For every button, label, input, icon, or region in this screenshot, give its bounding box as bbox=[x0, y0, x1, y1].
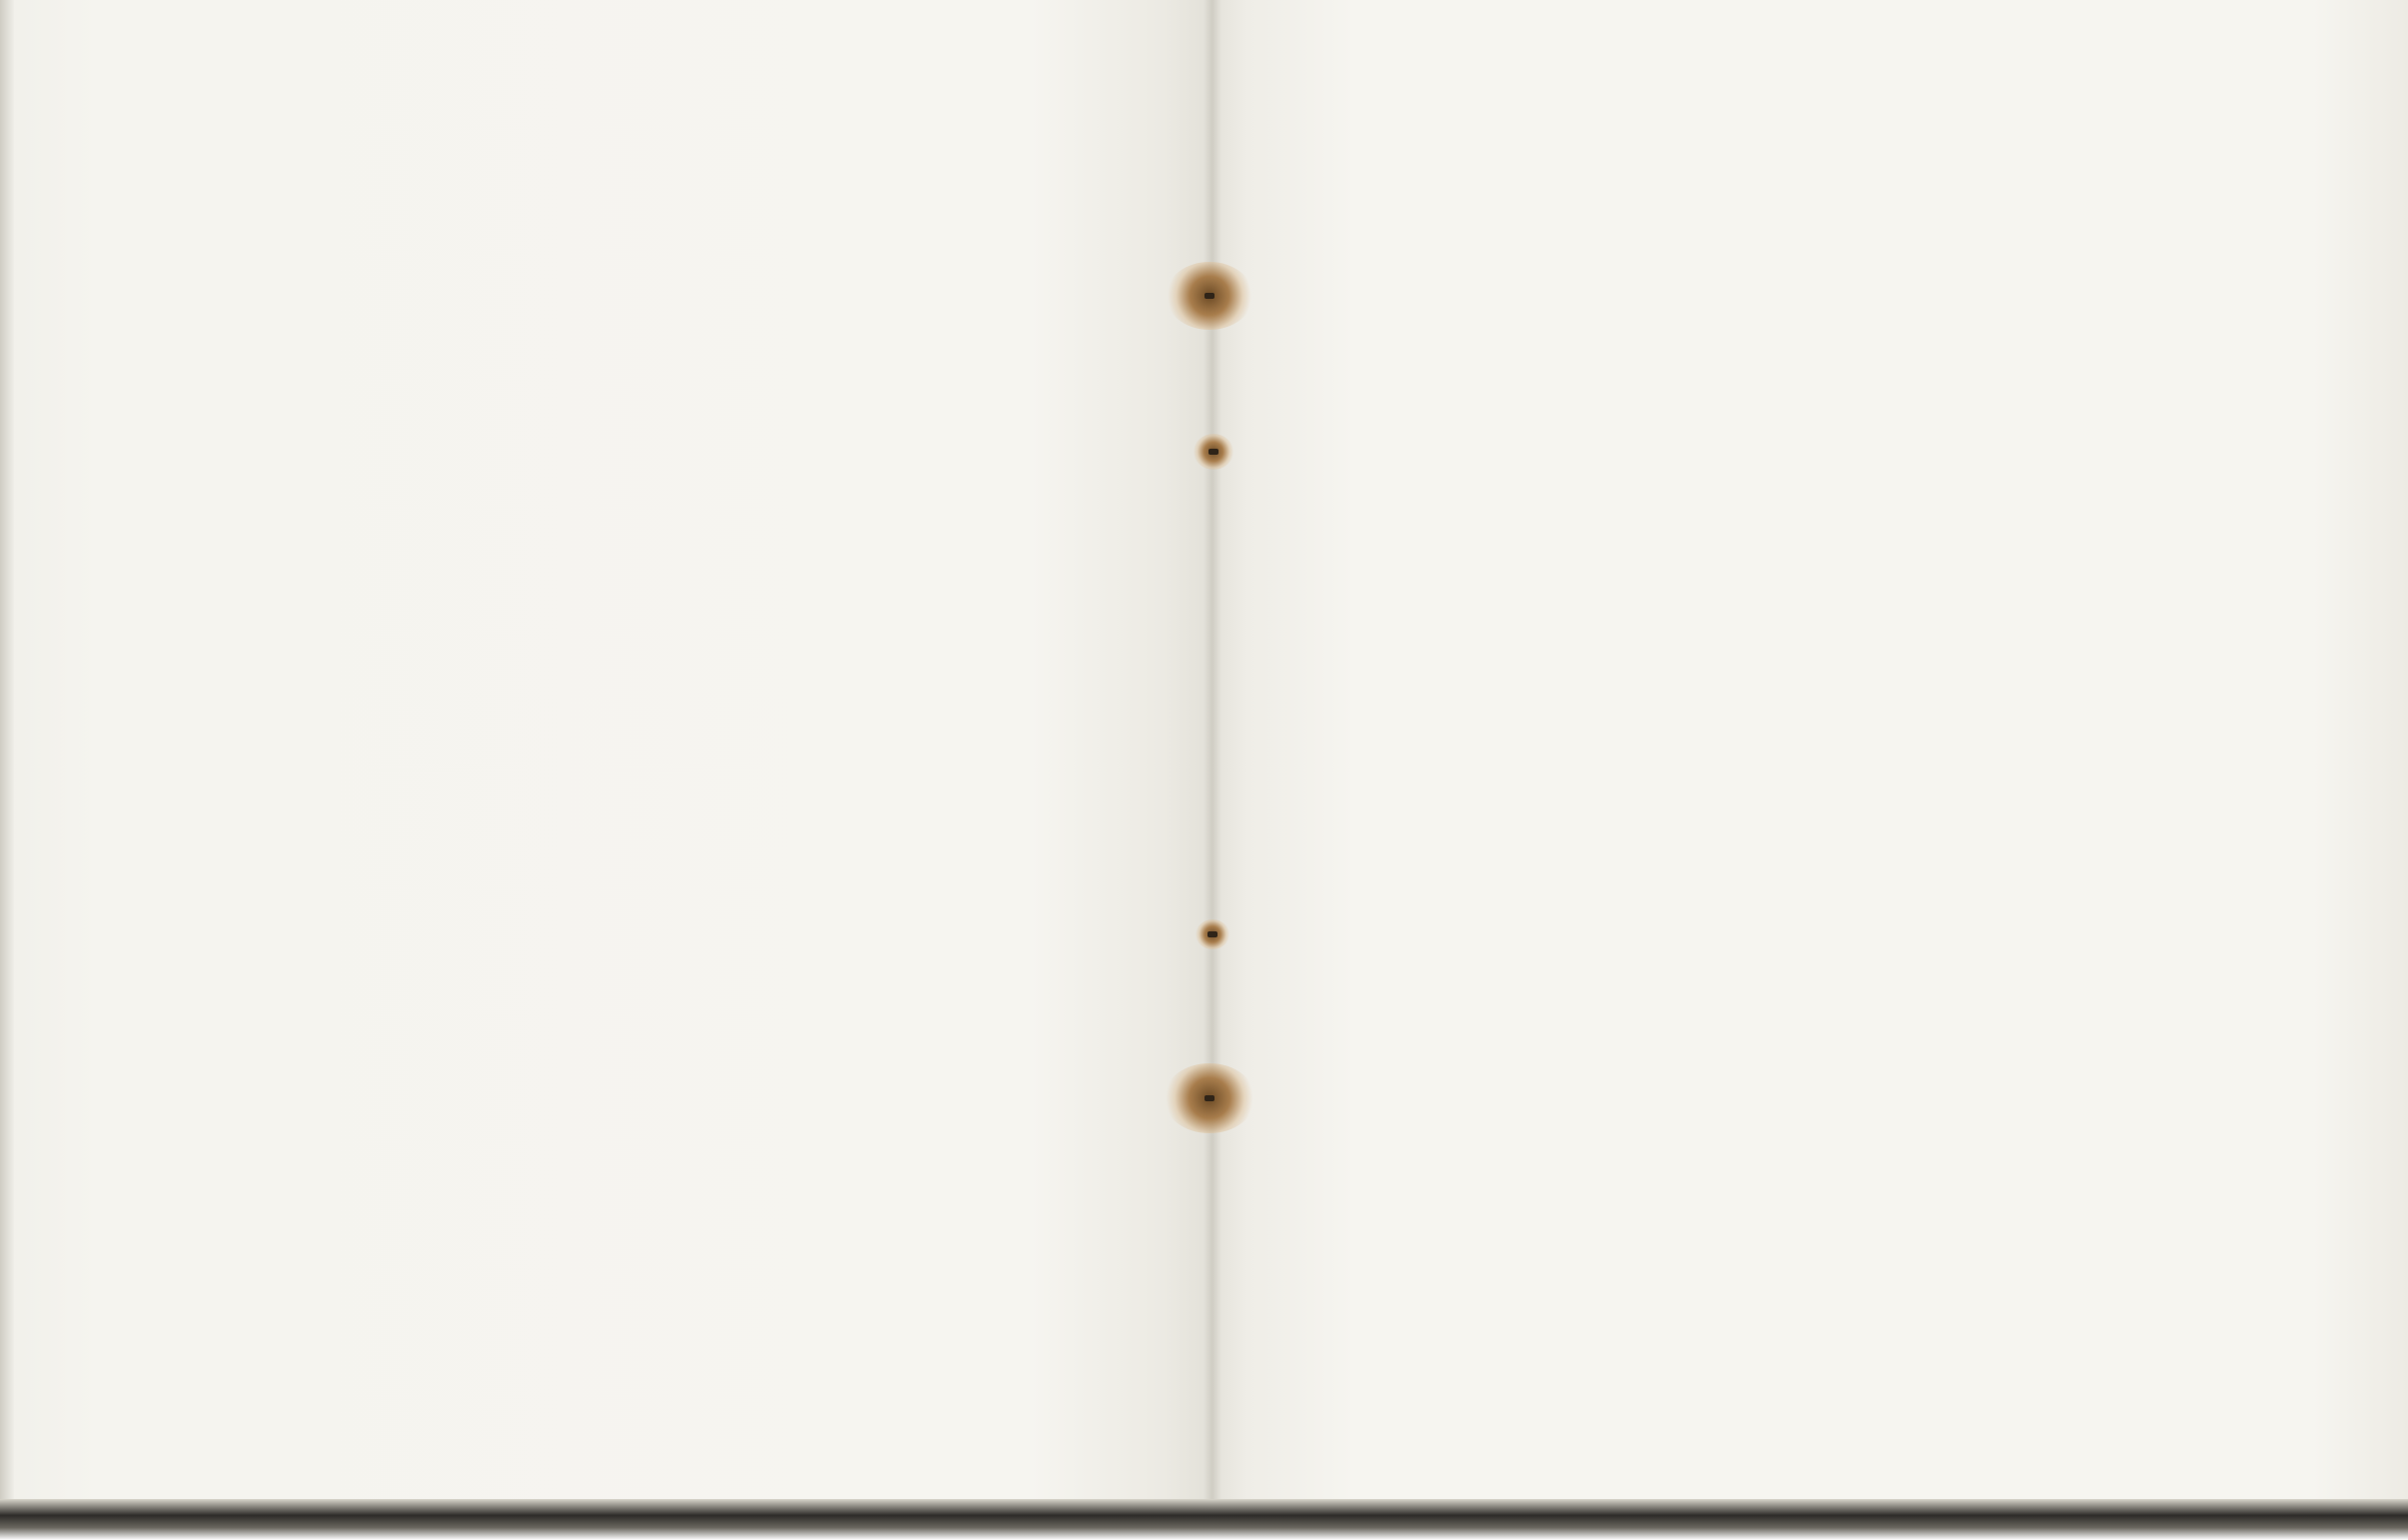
staple-rust-mark bbox=[1194, 434, 1233, 470]
right-page bbox=[1211, 0, 2408, 1499]
staple-rust-mark bbox=[1164, 1063, 1255, 1133]
staple-rust-mark bbox=[1196, 919, 1229, 949]
book-gutter bbox=[1204, 0, 1221, 1499]
book-bottom-edge bbox=[0, 1499, 2408, 1540]
staple-rust-mark bbox=[1166, 262, 1253, 330]
book-left-edge bbox=[0, 0, 14, 1499]
left-page bbox=[0, 0, 1211, 1499]
